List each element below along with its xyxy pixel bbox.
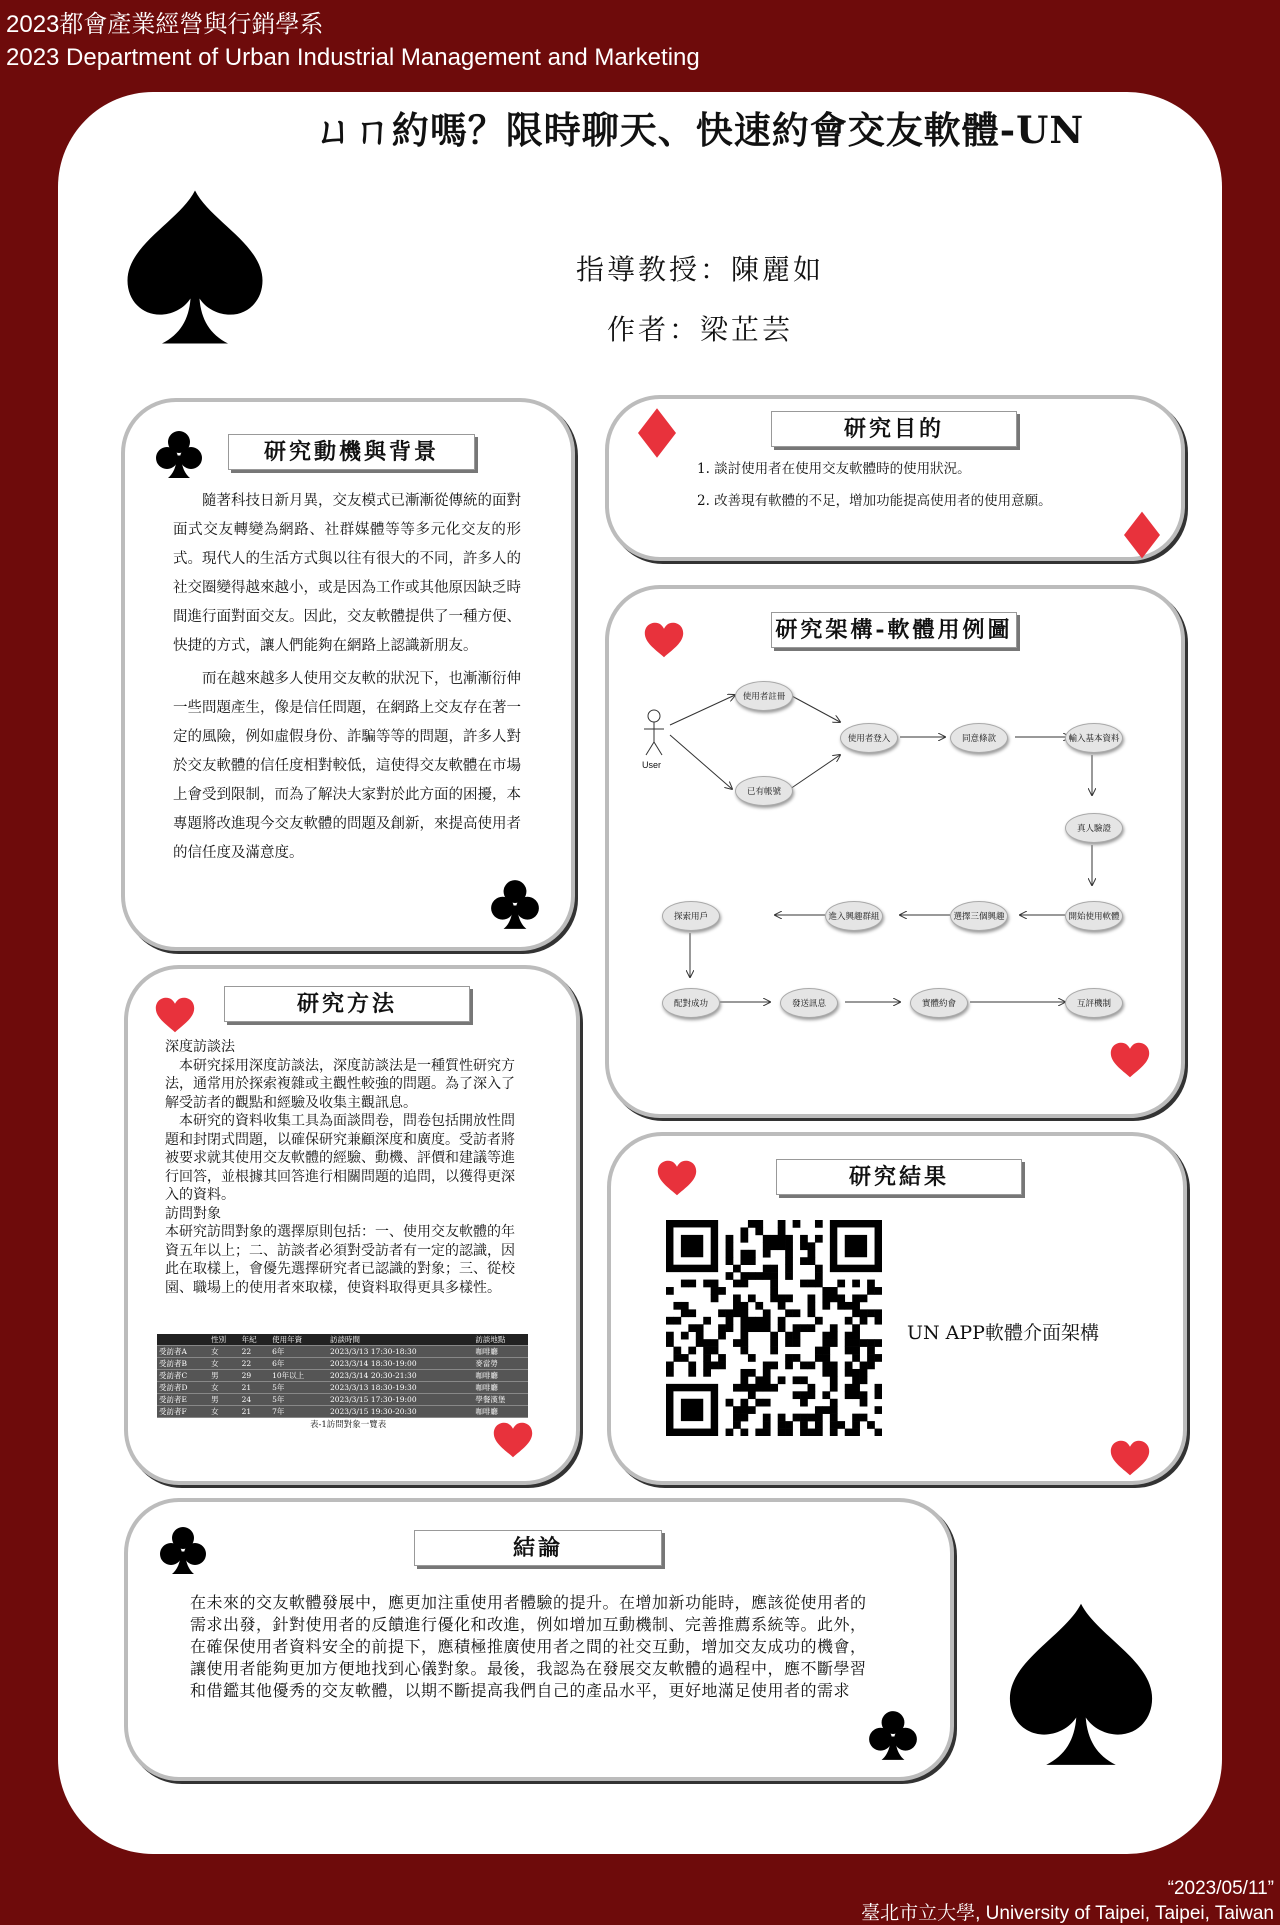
qr-code[interactable] [666, 1220, 882, 1436]
heart-icon [657, 1160, 697, 1196]
table-cell: 6年 [270, 1358, 328, 1370]
table-row [157, 1370, 528, 1382]
table-cell: 麥當勞 [473, 1358, 528, 1370]
advisor: 指導教授：陳麗如 [575, 253, 824, 286]
node-login: 使用者登入 [840, 723, 898, 753]
table-cell: 2023/3/15 19:30-20:30 [328, 1406, 473, 1418]
table-cell: 29 [240, 1370, 270, 1382]
table-cell: 7年 [270, 1406, 328, 1418]
background-paragraph-1: 隨著科技日新月異，交友模式已漸漸從傳統的面對面式交友轉變為網路、社群媒體等等多元化交友的形式。現代人的生活方式與以往有很大的不同，許多人的社交圈變得越來越小，或是因為工作或其他原因缺乏時間進行面對面交友。因此，交友軟體提供了一種方便、快捷的方式，讓人們能夠在網路上認識新朋友。 [173, 493, 521, 654]
use-case-diagram [640, 667, 1120, 1037]
method-paragraph-3: 本研究訪問對象的選擇原則包括：一、使用交友軟體的年資五年以上；二、訪談者必須對受訪者有一定的認識，因此在取樣上，會優先選擇研究者已認識的對象；三、從校園、職場上的使用者來取樣，使資料取得更具多樣性。 [165, 1224, 515, 1296]
method-heading-interview: 深度訪談法 [165, 1039, 235, 1055]
table-row [157, 1358, 528, 1370]
method-paragraph-1: 本研究採用深度訪談法，深度訪談法是一種質性研究方法，通常用於探索複雜或主觀性較強的問題。為了深入了解受訪者的觀點和經驗及收集主觀訊息。 [165, 1057, 515, 1111]
table-cell: 10年以上 [270, 1370, 328, 1382]
table-cell: 24 [240, 1394, 270, 1406]
table-cell: 2023/3/13 18:30-19:30 [328, 1382, 473, 1394]
table-header: 訪談時間 [328, 1334, 473, 1346]
table-cell: 受訪者E [157, 1394, 209, 1406]
table-header: 使用年資 [270, 1334, 328, 1346]
node-real-date: 實體約會 [910, 988, 968, 1018]
background-text [173, 487, 521, 872]
method-label: 研究方法 [224, 986, 470, 1022]
table-header: 年紀 [240, 1334, 270, 1346]
table-header-row [157, 1334, 528, 1346]
table-cell: 22 [240, 1346, 270, 1358]
table-cell: 女 [209, 1406, 239, 1418]
node-basic-info: 輸入基本資料 [1065, 723, 1123, 753]
table-row [157, 1346, 528, 1358]
node-real-person-verify: 真人驗證 [1065, 813, 1123, 843]
club-icon [158, 1524, 208, 1576]
diamond-icon [638, 408, 676, 458]
heart-icon [155, 997, 195, 1033]
table-cell: 21 [240, 1382, 270, 1394]
interviewee-table [157, 1334, 528, 1418]
table-cell: 2023/3/13 17:30-18:30 [328, 1346, 473, 1358]
table-cell: 5年 [270, 1382, 328, 1394]
department-title-zh: 2023都會產業經營與行銷學系 [6, 11, 324, 38]
table-cell: 2023/3/14 18:30-19:00 [328, 1358, 473, 1370]
table-cell: 受訪者B [157, 1358, 209, 1370]
table-row [157, 1382, 528, 1394]
method-paragraph-2: 本研究的資料收集工具為面談問卷，問卷包括開放性問題和封閉式問題，以確保研究兼顧深度和廣度。受訪者將被要求就其使用交友軟體的經驗、動機、評價和建議等進行回答，並根據其回答進行相關問題的追問，以獲得更深入的資料。 [165, 1113, 515, 1203]
purpose-item-2: 2. 改善現有軟體的不足，增加功能提高使用者的使用意願。 [697, 493, 1052, 509]
node-has-account: 已有帳號 [735, 776, 793, 806]
node-start-app: 開始使用軟體 [1065, 901, 1123, 931]
table-cell: 5年 [270, 1394, 328, 1406]
node-choose-interests: 選擇三個興趣 [950, 901, 1008, 931]
node-send-message: 發送訊息 [780, 988, 838, 1018]
conclusion-label: 結論 [414, 1530, 662, 1566]
table-cell: 受訪者F [157, 1406, 209, 1418]
heart-icon [1110, 1042, 1150, 1078]
table-row [157, 1394, 528, 1406]
table-cell: 咖啡廳 [473, 1406, 528, 1418]
table-cell: 2023/3/15 17:30-19:00 [328, 1394, 473, 1406]
table-cell: 學餐漢堡 [473, 1394, 528, 1406]
table-cell: 男 [209, 1370, 239, 1382]
table-cell: 2023/3/14 20:30-21:30 [328, 1370, 473, 1382]
node-register: 使用者註冊 [735, 681, 793, 711]
table-cell: 6年 [270, 1346, 328, 1358]
table-caption: 表-1訪問對象一覽表 [310, 1420, 387, 1430]
university-name: 臺北市立大學, University of Taipei, Taipei, Taiwan [861, 1903, 1274, 1924]
table-cell: 女 [209, 1358, 239, 1370]
table-cell: 受訪者A [157, 1346, 209, 1358]
heart-icon [493, 1422, 533, 1458]
purpose-list [697, 453, 1137, 517]
poster-title: ㄩㄇ約嗎？限時聊天、快速約會交友軟體-UN [315, 108, 1085, 152]
table-cell: 22 [240, 1358, 270, 1370]
table-cell: 受訪者D [157, 1382, 209, 1394]
club-icon [489, 877, 541, 931]
table-cell: 咖啡廳 [473, 1346, 528, 1358]
club-icon [867, 1708, 919, 1762]
table-cell: 受訪者C [157, 1370, 209, 1382]
results-label: 研究結果 [776, 1159, 1022, 1195]
actor-label: User [642, 760, 662, 770]
table-cell: 咖啡廳 [473, 1382, 528, 1394]
purpose-label: 研究目的 [771, 411, 1017, 447]
poster-date: “2023/05/11” [1167, 1878, 1274, 1899]
diamond-icon [1124, 511, 1160, 559]
method-heading-subjects: 訪問對象 [165, 1205, 221, 1222]
heart-icon [644, 622, 684, 658]
author: 作者：梁芷芸 [606, 313, 793, 346]
framework-label: 研究架構-軟體用例圖 [771, 612, 1017, 648]
method-text [165, 1038, 527, 1297]
heart-icon [1110, 1440, 1150, 1476]
background-label: 研究動機與背景 [228, 434, 475, 470]
node-match-success: 配對成功 [662, 988, 720, 1018]
conclusion-text: 在未來的交友軟體發展中，應更加注重使用者體驗的提升。在增加新功能時，應該從使用者的需求出發，針對使用者的反饋進行優化和改進，例如增加互動機制、完善推薦系統等。此外，在確保使用者資料安全的前提下，應積極推廣使用者之間的社交互動，增加交友成功的機會，讓使用者能夠更加方便地找到心儀對象。最後，我認為在發展交友軟體的過程中，應不斷學習和借鑑其他優秀的交友軟體，以期不斷提高我們自己的產品水平，更好地滿足使用者的需求 [190, 1593, 867, 1700]
purpose-item-1: 1. 談討使用者在使用交友軟體時的使用狀況。 [697, 461, 971, 477]
table-cell: 21 [240, 1406, 270, 1418]
table-header [157, 1334, 209, 1346]
table-cell: 女 [209, 1382, 239, 1394]
background-paragraph-2: 而在越來越多人使用交友軟的狀況下，也漸漸衍伸一些問題產生，像是信任問題，在網路上交友存在著一定的風險，例如虛假身份、詐騙等等的問題，許多人對於交友軟體的信任度相對較低，這使得交友軟體在市場上會受到限制，而為了解決大家對於此方面的困擾，本專題將改進現今交友軟體的問題及創新，來提高使用者的信任度及滿意度。 [173, 671, 521, 861]
results-text: UN APP軟體介面架構 [907, 1322, 1099, 1344]
node-agree-terms: 同意條款 [950, 723, 1008, 753]
table-cell: 男 [209, 1394, 239, 1406]
node-join-group: 進入興趣群組 [825, 901, 883, 931]
node-mutual-rating: 互評機制 [1065, 988, 1123, 1018]
table-cell: 咖啡廳 [473, 1370, 528, 1382]
table-header: 性別 [209, 1334, 239, 1346]
table-row [157, 1406, 528, 1418]
spade-icon [1002, 1600, 1160, 1775]
spade-icon [120, 185, 270, 355]
club-icon [154, 428, 204, 480]
table-header: 訪談地點 [473, 1334, 528, 1346]
department-title-en: 2023 Department of Urban Industrial Management and Marketing [6, 44, 700, 71]
table-cell: 女 [209, 1346, 239, 1358]
node-explore-users: 探索用戶 [662, 901, 720, 931]
